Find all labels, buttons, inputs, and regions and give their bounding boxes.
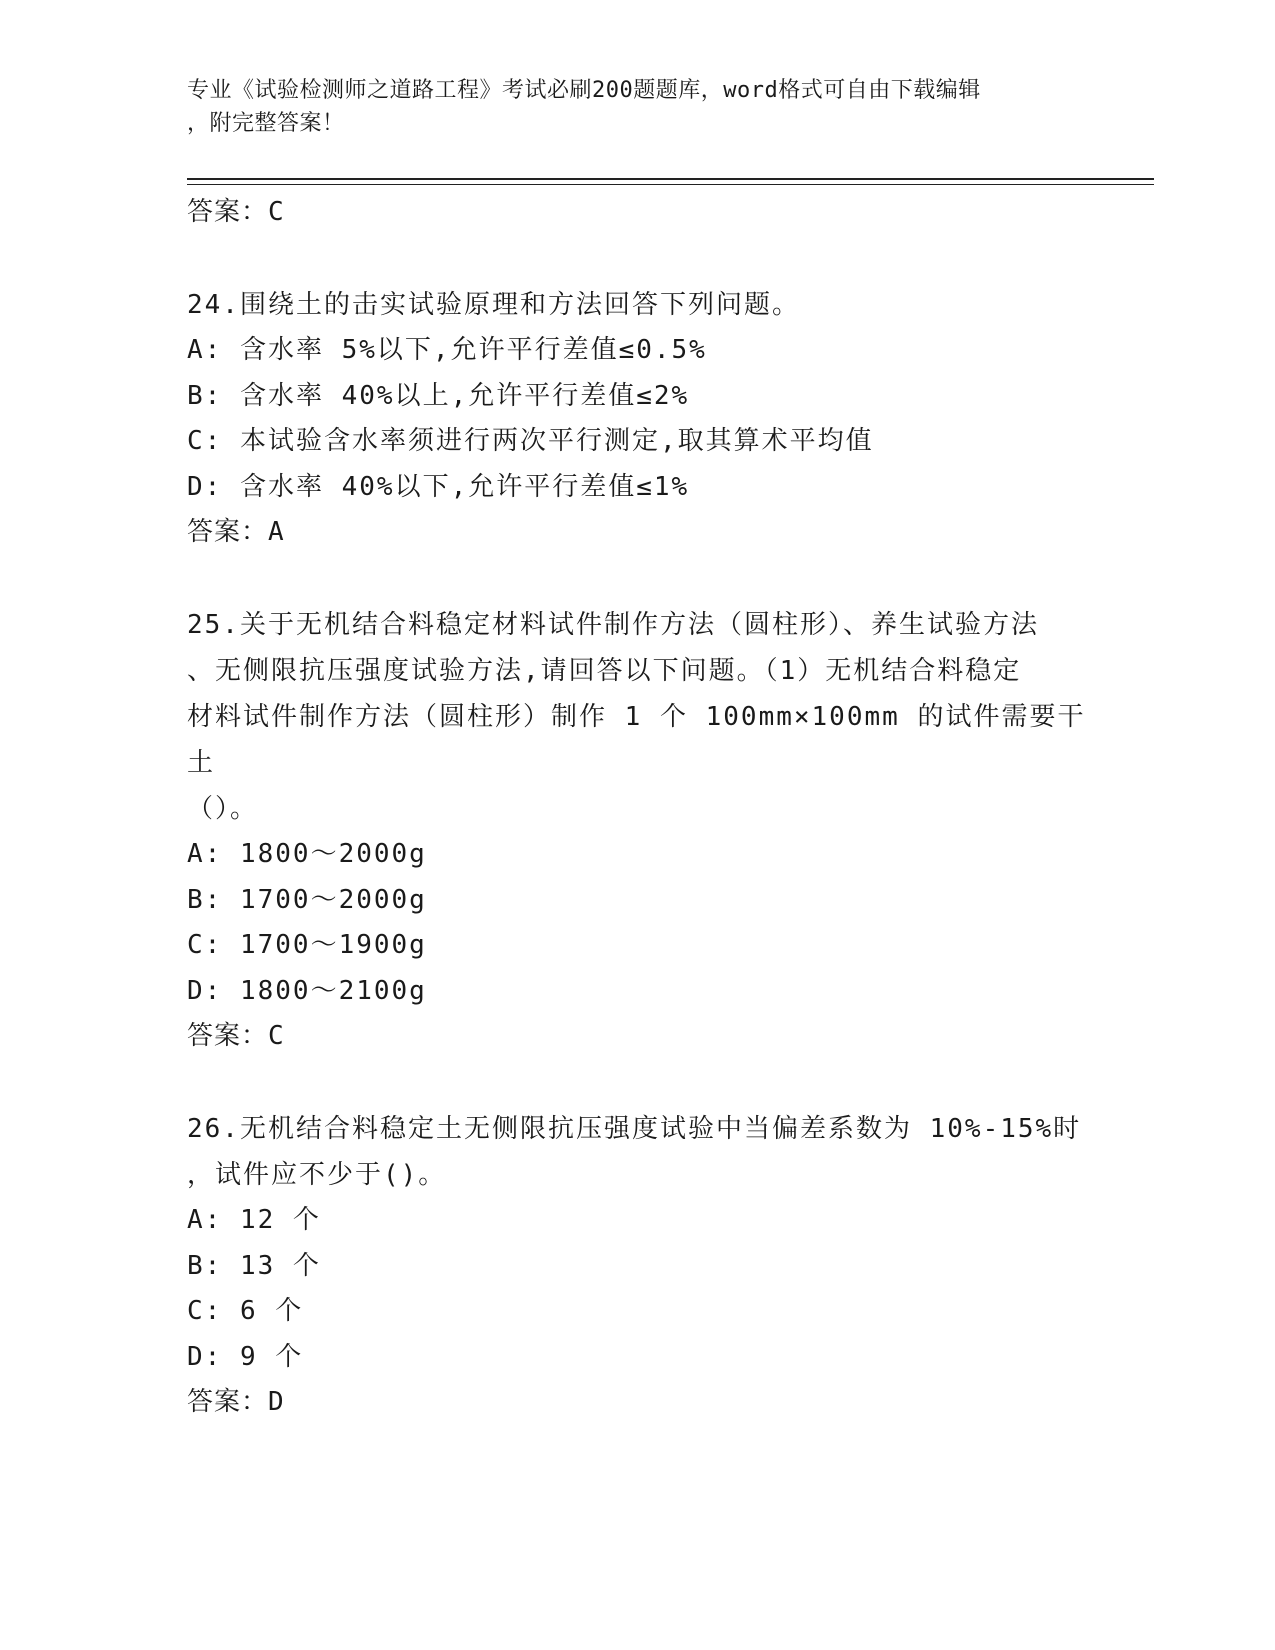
question-25	[187, 602, 1087, 1058]
answer: 答案：A	[187, 517, 285, 547]
option-c: C: 6 个	[187, 1296, 304, 1326]
document-header	[187, 74, 1087, 140]
option-d: D: 含水率 40%以下,允许平行差值≤1%	[187, 471, 690, 502]
question-text-line-3: 材料试件制作方法（圆柱形）制作 1 个 100mm×100mm 的试件需要干土	[187, 702, 1086, 778]
answer: 答案：D	[187, 1387, 285, 1417]
option-a: A: 12 个	[187, 1205, 321, 1235]
answer: 答案：C	[187, 1021, 285, 1051]
option-d: D: 9 个	[187, 1341, 304, 1372]
header-rule-thick	[187, 178, 1154, 180]
option-c: C: 1700～1900g	[187, 930, 427, 960]
answer-prev: 答案：C	[187, 197, 285, 227]
question-text: 24.围绕土的击实试验原理和方法回答下列问题。	[187, 290, 800, 320]
option-a: A: 含水率 5%以下,允许平行差值≤0.5%	[187, 335, 707, 365]
question-text-line-1: 26.无机结合料稳定土无侧限抗压强度试验中当偏差系数为 10%-15%时	[187, 1114, 1082, 1144]
question-24	[187, 282, 1087, 554]
question-text-line-4: （）。	[187, 794, 259, 824]
header-line-2: ，附完整答案！	[187, 111, 345, 136]
option-c: C: 本试验含水率须进行两次平行测定,取其算术平均值	[187, 426, 874, 456]
question-content	[187, 190, 1087, 1424]
option-b: B: 13 个	[187, 1250, 321, 1281]
option-d: D: 1800～2100g	[187, 975, 427, 1006]
question-26	[187, 1106, 1087, 1424]
header-line-1: 专业《试验检测师之道路工程》考试必刷200题题库，word格式可自由下载编辑	[187, 78, 981, 103]
question-text-line-1: 25.关于无机结合料稳定材料试件制作方法（圆柱形）、养生试验方法	[187, 610, 1039, 640]
option-b: B: 1700～2000g	[187, 884, 427, 915]
option-b: B: 含水率 40%以上,允许平行差值≤2%	[187, 380, 690, 411]
option-a: A: 1800～2000g	[187, 839, 427, 869]
question-text-line-2: ，试件应不少于()。	[187, 1160, 447, 1190]
header-rule-thin	[187, 184, 1154, 185]
question-text-line-2: 、无侧限抗压强度试验方法,请回答以下问题。（1）无机结合料稳定	[187, 656, 1022, 686]
